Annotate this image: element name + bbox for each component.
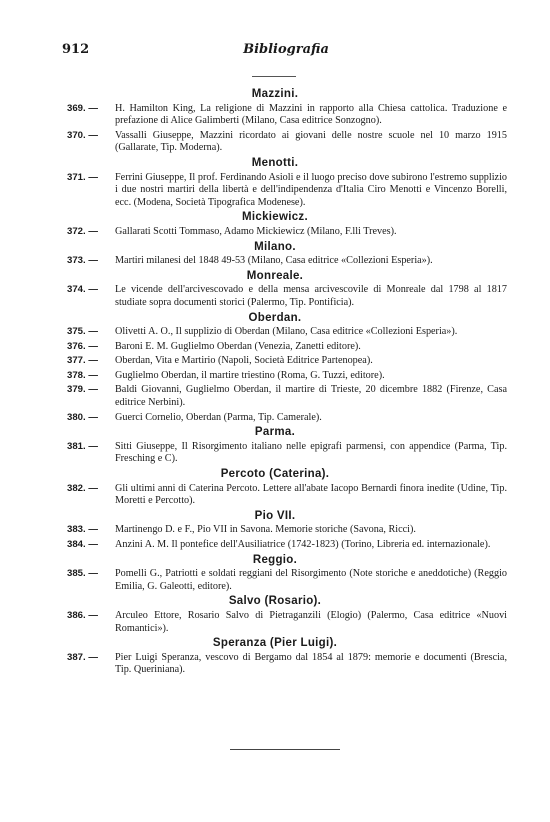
entry-text: Martiri milanesi del 1848 49-53 (Milano, Casa editrice «Collezioni Esperia»).	[115, 255, 433, 267]
entry-number: 375. —	[67, 326, 98, 338]
entry-text: Oberdan, Vita e Martirio (Napoli, Società Editrice Partenopea).	[115, 355, 373, 367]
entry-text: Guglielmo Oberdan, il martire triestino (Roma, G. Tuzzi, editore).	[115, 369, 385, 381]
entry-number: 372. —	[67, 225, 98, 237]
entry-text: Vassalli Giuseppe, Mazzini ricordato ai giovani delle nostre scuole nel 10 marzo 1915 (Gallarate, Tip. Moderna).	[115, 129, 507, 154]
bibliography-entry	[0, 172, 550, 210]
entry-number: 386. —	[67, 609, 98, 621]
entry-number: 373. —	[67, 255, 98, 267]
entry-text: Guerci Cornelio, Oberdan (Parma, Tip. Camerale).	[115, 411, 322, 423]
section-heading: Salvo (Rosario).	[228, 595, 322, 608]
entry-text: Gallarati Scotti Tommaso, Adamo Mickiewicz (Milano, F.lli Treves).	[115, 225, 397, 237]
section-heading: Monreale.	[246, 269, 304, 282]
bibliography-entry	[0, 355, 550, 368]
bibliography-list	[0, 86, 550, 679]
section-heading: Reggio.	[252, 553, 298, 566]
entry-number: 378. —	[67, 369, 98, 381]
entry-number: 370. —	[67, 129, 98, 141]
entry-number: 371. —	[67, 171, 98, 183]
entry-number: 374. —	[67, 284, 98, 296]
entry-number: 376. —	[67, 340, 98, 352]
entry-number: 384. —	[67, 539, 98, 550]
bibliography-entry	[0, 370, 550, 383]
section-heading: Mazzini.	[251, 88, 299, 100]
closing-rule	[230, 749, 340, 751]
bibliography-entry	[0, 326, 550, 339]
entry-text: Pier Luigi Speranza, vescovo di Bergamo dal 1854 al 1879: memorie e documenti (Brescia, Tip. Queriniana).	[115, 651, 507, 676]
bibliography-entry	[0, 441, 550, 466]
entry-text: Ferrini Giuseppe, Il prof. Ferdinando Asioli e il luogo preciso dove subirono l'estremo supplizio i due nostri martiri della libertà e dell'indipendenza d'Italia Ciro Menotti e Vincenzo Borelli, ecc. (Modena, Società Tipografica Modenese).	[115, 171, 507, 208]
bibliography-entry	[0, 539, 550, 552]
entry-text: Martinengo D. e F., Pio VII in Savona. Memorie storiche (Savona, Ricci).	[115, 524, 416, 536]
bibliography-entry	[0, 568, 550, 593]
section-heading: Mickiewicz.	[242, 211, 308, 224]
bibliography-entry	[0, 341, 550, 354]
entry-number: 381. —	[67, 440, 98, 452]
entry-number: 369. —	[67, 102, 98, 114]
bibliography-entry	[0, 226, 550, 239]
bibliography-entry	[0, 255, 550, 268]
bibliography-entry	[0, 524, 550, 537]
bibliography-entry	[0, 610, 550, 635]
entry-number: 379. —	[67, 384, 98, 396]
entry-number: 380. —	[67, 411, 98, 423]
section-heading: Milano.	[254, 240, 296, 253]
section-heading: Pio VII.	[254, 509, 296, 522]
bibliography-entry	[0, 284, 550, 309]
bibliography-entry	[0, 103, 550, 128]
running-title: Bibliografia	[243, 42, 329, 57]
entry-text: Arculeo Ettore, Rosario Salvo di Pietraganzili (Elogio) (Palermo, Casa editrice «Nuovi Romantici»).	[115, 609, 507, 634]
bibliography-entry	[0, 412, 550, 425]
bibliography-entry	[0, 130, 550, 155]
section-heading: Percoto (Caterina).	[220, 468, 330, 481]
entry-number: 382. —	[67, 482, 98, 494]
entry-text: Olivetti A. O., Il supplizio di Oberdan (Milano, Casa editrice «Collezioni Esperia»).	[115, 326, 458, 338]
section-heading: Parma.	[254, 426, 296, 439]
bibliography-entry	[0, 384, 550, 409]
entry-number: 383. —	[67, 524, 98, 536]
entry-text: Baroni E. M. Guglielmo Oberdan (Venezia, Zanetti editore).	[115, 340, 361, 352]
entry-text: Gli ultimi anni di Caterina Percoto. Lettere all'abate Iacopo Bernardi finora inedite (Udine, Tip. Moretti e Percotto).	[115, 482, 507, 507]
entry-text: Pomelli G., Patriotti e soldati reggiani del Risorgimento (Note storiche e aneddotiche) (Reggio Emilia, G. Galeotti, editore).	[115, 568, 507, 592]
entry-text: Sitti Giuseppe, Il Risorgimento italiano nelle epigrafi parmensi, con appendice (Parma, Tip. Fresching e C).	[115, 440, 507, 465]
entry-number: 377. —	[67, 355, 98, 367]
entry-text: Baldi Giovanni, Guglielmo Oberdan, il martire di Trieste, 20 dicembre 1882 (Firenze, Casa editrice Nerbini).	[115, 384, 507, 409]
bibliography-entry	[0, 483, 550, 508]
header-ornament	[252, 76, 296, 78]
section-heading: Speranza (Pier Luigi).	[212, 637, 338, 650]
entry-text: Anzini A. M. Il pontefice dell'Ausiliatrice (1742-1823) (Torino, Libreria ed. internazionale).	[115, 539, 491, 550]
entry-text: Le vicende dell'arcivescovado e della mensa arcivescovile di Monreale dal 1798 al 1817 studiate sopra documenti storici (Palermo, Tip. Pontificia).	[115, 284, 507, 308]
entry-number: 385. —	[67, 568, 98, 580]
entry-text: H. Hamilton King, La religione di Mazzini in rapporto alla Chiesa cattolica. Traduzione e prefazione di Alice Galimberti (Milano, Casa editrice Sonzogno).	[115, 102, 507, 127]
page-number: 912	[62, 42, 90, 57]
section-heading: Oberdan.	[248, 311, 302, 324]
bibliography-entry	[0, 652, 550, 677]
entry-number: 387. —	[67, 651, 98, 663]
section-heading: Menotti.	[251, 156, 299, 169]
